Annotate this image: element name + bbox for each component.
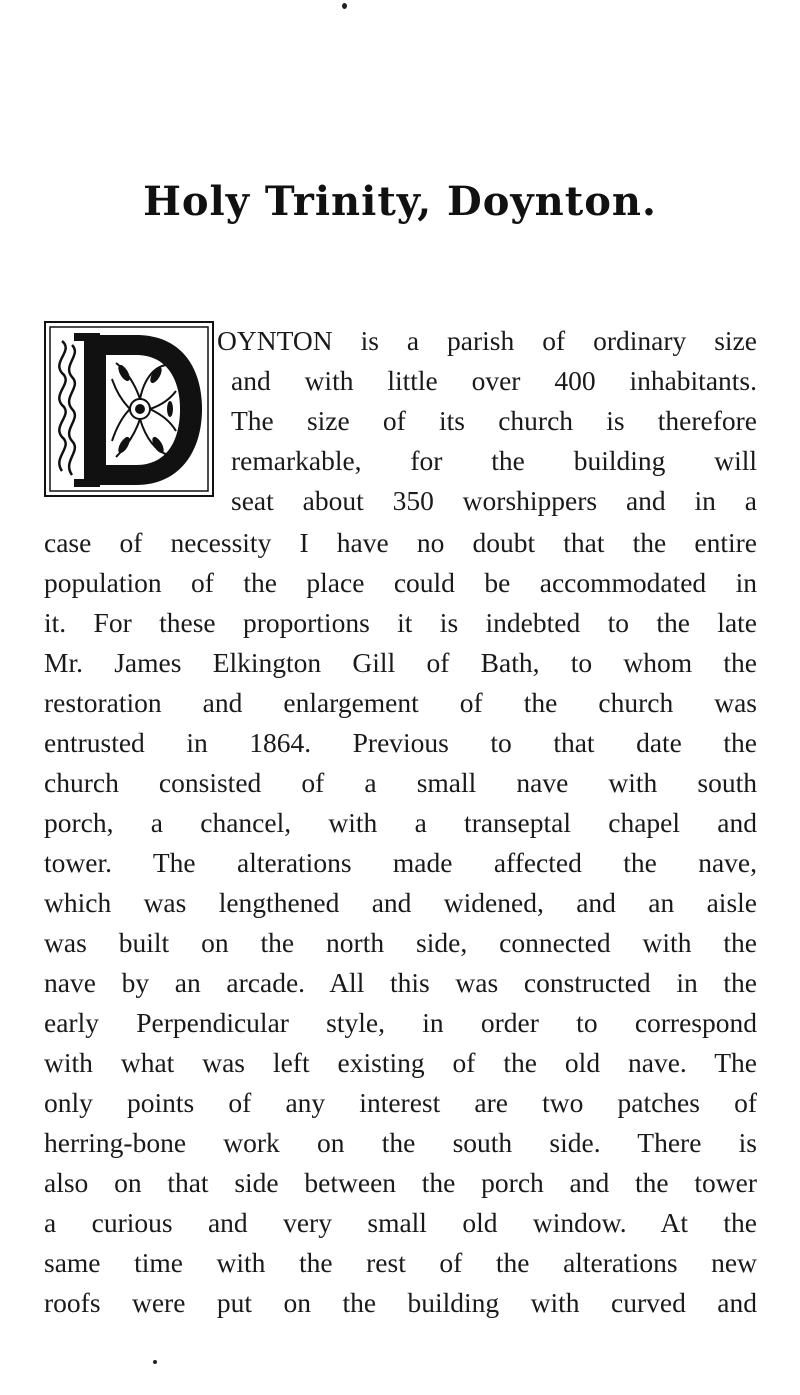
text-line: roofs were put on the building with curved and — [44, 1287, 757, 1318]
text-line: remarkable, for the building will — [231, 445, 757, 476]
text-line: with what was left existing of the old nave. The — [44, 1047, 757, 1078]
text-line: church consisted of a small nave with south — [44, 767, 757, 798]
text-line: also on that side between the porch and the tower — [44, 1167, 757, 1198]
page-title: Holy Trinity, Doynton. — [143, 178, 657, 225]
ink-speck-bottom — [153, 1360, 157, 1364]
text-line: restoration and enlargement of the church was — [44, 687, 757, 718]
text-line: entrusted in 1864. Previous to that date the — [44, 727, 757, 758]
text-line: and with little over 400 inhabitants. — [231, 365, 757, 396]
text-line: herring-bone work on the south side. There is — [44, 1127, 757, 1158]
text-line: early Perpendicular style, in order to correspond — [44, 1007, 757, 1038]
text-line: case of necessity I have no doubt that the entire — [44, 527, 757, 558]
text-line: was built on the north side, connected with the — [44, 927, 757, 958]
ornamental-initial-d-icon — [44, 321, 214, 497]
text-line: OYNTON is a parish of ordinary size — [217, 325, 757, 356]
text-line: The size of its church is therefore — [231, 405, 757, 436]
text-line: a curious and very small old window. At the — [44, 1207, 757, 1238]
text-line: tower. The alterations made affected the nave, — [44, 847, 757, 878]
text-line: it. For these proportions it is indebted to the late — [44, 607, 757, 638]
text-line: Mr. James Elkington Gill of Bath, to whom the — [44, 647, 757, 678]
text-line: same time with the rest of the alterations new — [44, 1247, 757, 1278]
text-line: nave by an arcade. All this was constructed in the — [44, 967, 757, 998]
text-line: which was lengthened and widened, and an aisle — [44, 887, 757, 918]
text-line: seat about 350 worshippers and in a — [231, 485, 757, 516]
ink-speck-top — [342, 3, 347, 9]
text-line: population of the place could be accommodated in — [44, 567, 757, 598]
text-line: only points of any interest are two patches of — [44, 1087, 757, 1118]
text-line: porch, a chancel, with a transeptal chapel and — [44, 807, 757, 838]
